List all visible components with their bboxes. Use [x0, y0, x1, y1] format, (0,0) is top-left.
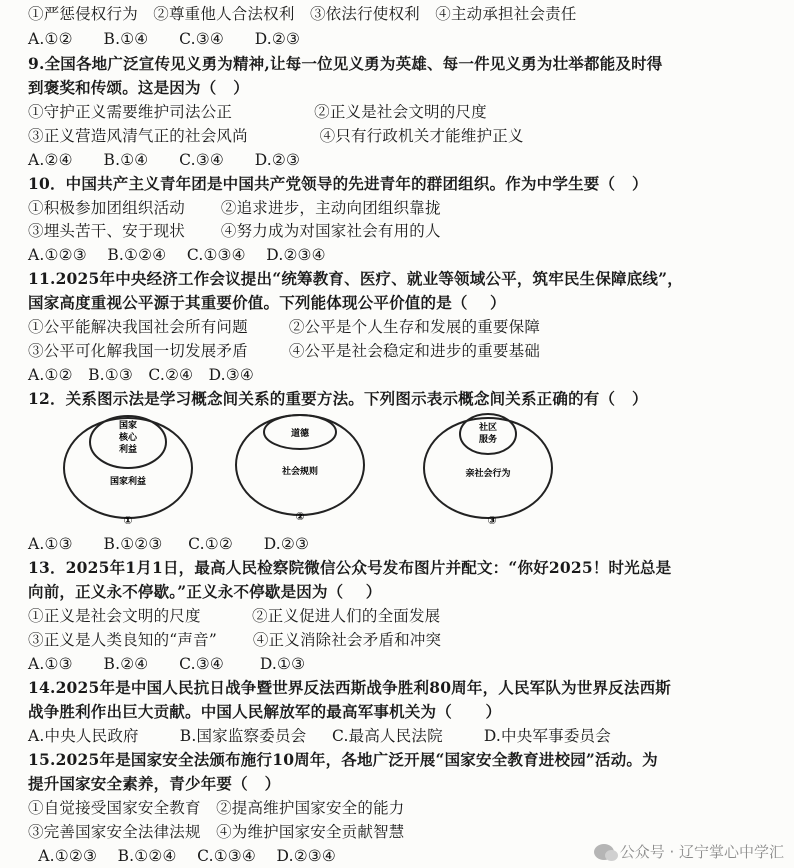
q12-diagrams: [60, 410, 580, 530]
q13-stem-line2: 向前，正义永不停歇。”正义永不停歇是因为（ ）: [28, 582, 382, 601]
q14-answers: A.中央人民政府 B.国家监察委员会 C.最高人民法院 D.中央军事委员会: [28, 727, 611, 745]
q11-options-2: ③公平可化解我国一切发展矛盾 ④公平是社会稳定和进步的重要基础: [28, 342, 541, 360]
q9-answers: A.②④ B.①④ C.③④ D.②③: [28, 151, 301, 169]
watermark: [594, 841, 784, 862]
q14-stem-line1: 14.2025年是中国人民抗日战争暨世界反法西斯战争胜利80周年，人民军队为世界反法西斯: [28, 678, 671, 697]
q15-options-2: ③完善国家安全法律法规 ④为维护国家安全贡献智慧: [28, 823, 405, 841]
q11-options-1: ①公平能解决我国社会所有问题 ②公平是个人生存和发展的重要保障: [28, 318, 541, 336]
q15-answers: A.①②③ B.①②④ C.①③④ D.②③④: [28, 847, 336, 865]
q15-stem-line1: 15.2025年是国家安全法颁布施行10周年，各地广泛开展“国家安全教育进校园”活动。为: [28, 750, 658, 769]
q9-stem-line1: 9.全国各地广泛宣传见义勇为精神,让每一位见义勇为英雄、每一件见义勇为壮举都能及时得: [28, 54, 663, 73]
q10-stem: 10．中国共产主义青年团是中国共产党领导的先进青年的群团组织。作为中学生要（ ）: [28, 174, 648, 193]
diagram-2-inner-1: 道德: [290, 429, 310, 439]
q11-stem-line2: 国家高度重视公平源于其重要价值。下列能体现公平价值的是（ ）: [28, 293, 506, 312]
diagram-3-inner-1: 社区: [478, 423, 498, 433]
q9-options-2: ③正义营造风清气正的社会风尚 ④只有行政机关才能维护正义: [28, 127, 524, 145]
diagram-3-inner-2: 服务: [478, 435, 498, 445]
q15-stem-line2: 提升国家安全素养，青少年要（ ）: [28, 774, 281, 793]
q12-stem: 12．关系图示法是学习概念间关系的重要方法。下列图示表示概念间关系正确的有（ ）: [28, 389, 648, 408]
q13-options-2: ③正义是人类良知的“声音” ④正义消除社会矛盾和冲突: [28, 631, 442, 649]
q10-options-2: ③埋头苦干、安于现状 ④努力成为对国家社会有用的人: [28, 222, 441, 240]
diagram-1-inner-1: 国家: [118, 421, 138, 431]
q14-stem-line2: 战争胜利作出巨大贡献。中国人民解放军的最高军事机关为（ ）: [28, 702, 502, 721]
q10-options-1: ①积极参加团组织活动 ②追求进步，主动向团组织靠拢: [28, 199, 441, 217]
diagram-1-inner-3: 利益: [118, 445, 138, 455]
q13-answers: A.①③ B.②④ C.③④ D.①③: [28, 655, 306, 673]
diagram-1: [64, 416, 192, 527]
q8-options: ①严惩侵权行为 ②尊重他人合法权利 ③依法行使权利 ④主动承担社会责任: [28, 5, 577, 23]
q11-answers: A.①② B.①③ C.②④ D.③④: [28, 366, 254, 384]
q9-stem-line2: 到褒奖和传颂。这是因为（ ）: [28, 78, 249, 97]
diagram-2-number: ②: [295, 510, 305, 523]
diagram-3-number: ③: [487, 514, 497, 527]
diagram-1-outer: 国家利益: [109, 477, 147, 487]
q9-options-1: ①守护正义需要维护司法公正 ②正义是社会文明的尺度: [28, 103, 487, 121]
q10-answers: A.①②③ B.①②④ C.①③④ D.②③④: [28, 246, 326, 264]
q13-stem-line1: 13．2025年1月1日，最高人民检察院微信公众号发布图片并配文：“你好2025！时光总是: [28, 558, 672, 577]
q12-answers: A.①③ B.①②③ C.①② D.②③: [28, 535, 310, 553]
diagram-3: [424, 414, 552, 527]
q8-answers: A.①② B.①④ C.③④ D.②③: [28, 30, 301, 48]
diagram-1-number: ①: [123, 514, 133, 527]
wechat-icon: [594, 844, 614, 860]
q15-options-1: ①自觉接受国家安全教育 ②提高维护国家安全的能力: [28, 799, 405, 817]
diagram-2: [236, 415, 364, 523]
q11-stem-line1: 11.2025年中央经济工作会议提出“统筹教育、医疗、就业等领域公平，筑牢民生保障底线”，: [28, 269, 683, 288]
watermark-text: 公众号 · 辽宁掌心中学汇: [619, 843, 784, 861]
diagram-2-outer: 社会规则: [281, 467, 319, 477]
diagram-3-outer: 亲社会行为: [465, 469, 511, 479]
q13-options-1: ①正义是社会文明的尺度 ②正义促进人们的全面发展: [28, 607, 441, 625]
diagram-1-inner-2: 核心: [118, 433, 138, 443]
